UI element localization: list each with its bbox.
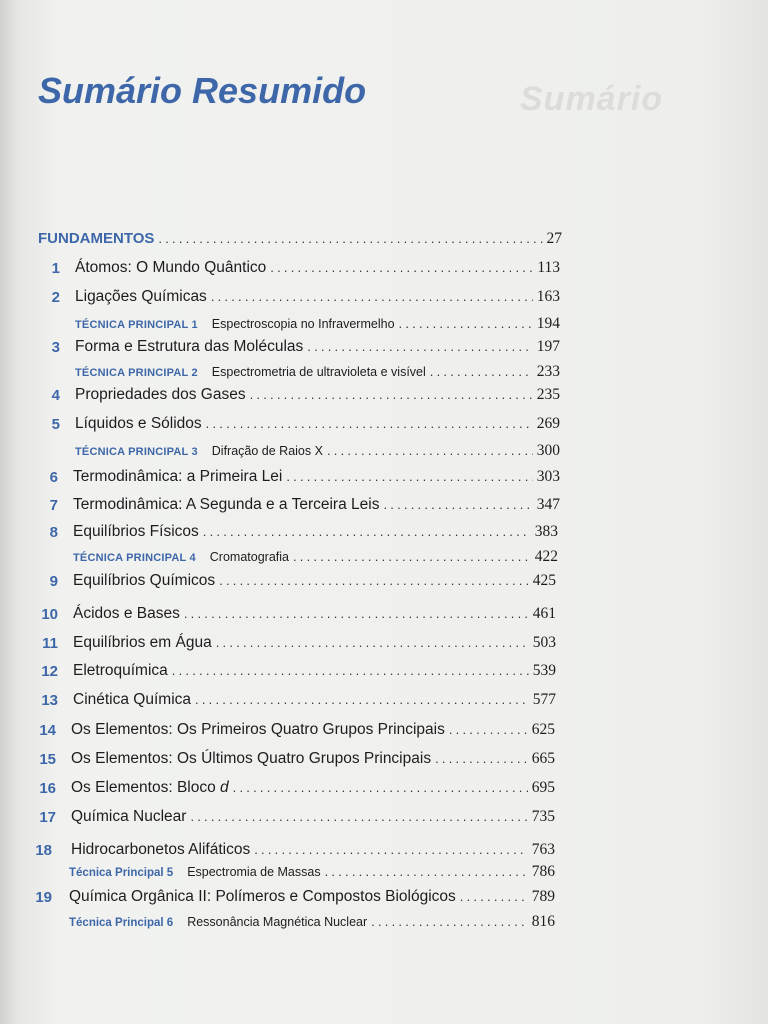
dot-leader: [435, 751, 528, 766]
dot-leader: [206, 416, 533, 431]
toc-leader-line: [73, 496, 560, 514]
technique-title: Espectrometria de ultravioleta e visível: [211, 365, 426, 379]
chapter-number: 4: [51, 387, 60, 404]
toc-leader-line: [73, 605, 556, 623]
page-number: 625: [531, 721, 555, 738]
page-number: 577: [532, 691, 556, 708]
toc-technique-row: [0, 911, 768, 935]
technique-tag: TÉCNICA PRINCIPAL 2: [75, 367, 198, 379]
technique-tag: TÉCNICA PRINCIPAL 3: [75, 446, 198, 458]
toc-leader-line: [69, 863, 555, 881]
toc-leader-line: [75, 288, 560, 306]
toc-chapter-row: [0, 286, 768, 310]
chapter-number: 15: [39, 751, 56, 768]
chapter-number: 19: [35, 889, 52, 906]
page-number: 113: [537, 259, 560, 276]
chapter-number: 14: [39, 722, 56, 739]
toc-leader-line: [73, 548, 558, 566]
toc-chapter-row: [0, 413, 768, 437]
dot-leader: [254, 842, 528, 857]
chapter-number: 3: [51, 339, 60, 356]
dot-leader: [399, 316, 533, 331]
technique-title: Cromatografia: [209, 550, 289, 564]
toc-chapter-row: [0, 521, 768, 545]
toc-chapter-row: [0, 570, 768, 594]
chapter-title: Propriedades dos Gases: [75, 386, 246, 403]
dot-leader: [270, 260, 533, 275]
dot-leader: [293, 549, 531, 564]
chapter-number: 16: [39, 780, 56, 797]
toc-technique-row: [0, 440, 768, 464]
dot-leader: [383, 497, 532, 512]
toc-leader-line: [73, 662, 556, 680]
chapter-number: 13: [41, 692, 58, 709]
chapter-title: Termodinâmica: A Segunda e a Terceira Leis: [73, 496, 380, 513]
chapter-number: 10: [41, 606, 58, 623]
page-number: 235: [536, 386, 560, 403]
toc-chapter-row: [0, 603, 768, 627]
page-number: 763: [531, 841, 555, 858]
chapter-number: 8: [49, 524, 58, 541]
chapter-title: Os Elementos: Bloco d: [71, 779, 229, 796]
chapter-title: Átomos: O Mundo Quântico: [75, 259, 267, 276]
chapter-title: Ácidos e Bases: [73, 605, 180, 622]
chapter-title: Química Orgânica II: Polímeros e Compostos Biológicos: [69, 888, 456, 905]
toc-chapter-row: [0, 632, 768, 656]
page-number: 735: [531, 808, 555, 825]
section-label: FUNDAMENTOS: [38, 230, 155, 247]
toc-leader-line: [71, 721, 555, 739]
technique-title: Espectroscopia no Infravermelho: [211, 317, 395, 331]
chapter-title: Cinética Química: [73, 691, 192, 708]
toc-technique-row: [0, 861, 768, 885]
toc-leader-line: [73, 523, 558, 541]
toc-technique-row: [0, 313, 768, 337]
toc-leader-line: [73, 691, 556, 709]
chapter-title: Hidrocarbonetos Alifáticos: [71, 841, 251, 858]
technique-tag: Técnica Principal 5: [69, 867, 174, 879]
dot-leader: [250, 387, 533, 402]
dot-leader: [184, 606, 529, 621]
toc-chapter-row: [0, 748, 768, 772]
toc-technique-row: [0, 546, 768, 570]
page-number: 233: [536, 363, 560, 380]
toc-leader-line: [71, 808, 555, 826]
dot-leader: [307, 339, 532, 354]
chapter-title: Os Elementos: Os Primeiros Quatro Grupos Principais: [71, 721, 445, 738]
chapter-title: Química Nuclear: [71, 808, 187, 825]
toc-leader-line: [73, 468, 560, 486]
toc-leader-line: [73, 572, 556, 590]
toc-leader-line: [75, 442, 560, 460]
dot-leader: [286, 469, 532, 484]
toc-leader-line: [73, 634, 556, 652]
chapter-number: 7: [49, 497, 58, 514]
dot-leader: [430, 364, 533, 379]
dot-leader: [219, 573, 529, 588]
dot-leader: [190, 809, 527, 824]
chapter-number: 17: [39, 809, 56, 826]
toc-technique-row: [0, 361, 768, 385]
chapter-title: Equilíbrios Químicos: [73, 572, 216, 589]
toc-leader-line: [75, 338, 560, 356]
chapter-title: Equilíbrios Físicos: [73, 523, 199, 540]
dot-leader: [327, 443, 533, 458]
toc-chapter-row: [0, 660, 768, 684]
dot-leader: [233, 780, 528, 795]
toc-chapter-row: [0, 257, 768, 281]
chapter-title: Ligações Químicas: [75, 288, 207, 305]
toc-chapter-row: [0, 777, 768, 801]
page-number: 27: [546, 230, 562, 247]
page-number: 269: [536, 415, 560, 432]
page-number: 300: [536, 442, 560, 459]
toc-leader-line: [75, 415, 560, 433]
toc-leader-line: [75, 315, 560, 333]
bleed-through-text: Sumário: [520, 80, 664, 118]
dot-leader: [449, 722, 528, 737]
technique-title: Difração de Raios X: [211, 444, 323, 458]
page-number: 786: [531, 863, 555, 880]
page-title: Sumário Resumido: [38, 70, 367, 111]
technique-title: Espectromia de Massas: [187, 865, 321, 879]
toc-section-fundamentos: [0, 228, 768, 252]
dot-leader: [158, 231, 542, 246]
chapter-number: 11: [42, 635, 58, 652]
page-number: 422: [534, 548, 558, 565]
toc-chapter-row: [0, 466, 768, 490]
toc-leader-line: [69, 888, 555, 906]
page-number: 789: [531, 888, 555, 905]
technique-tag: Técnica Principal 6: [69, 917, 174, 929]
dot-leader: [216, 635, 529, 650]
chapter-title: Líquidos e Sólidos: [75, 415, 202, 432]
technique-tag: TÉCNICA PRINCIPAL 4: [73, 552, 196, 564]
toc-chapter-row: [0, 384, 768, 408]
toc-leader-line: [71, 841, 555, 859]
technique-tag: TÉCNICA PRINCIPAL 1: [75, 319, 198, 331]
page-number: 194: [536, 315, 560, 332]
toc-chapter-row: [0, 689, 768, 713]
page-number: 816: [531, 913, 555, 930]
dot-leader: [203, 524, 531, 539]
page-number: 303: [536, 468, 560, 485]
chapter-number: 18: [35, 842, 52, 859]
chapter-number: 1: [51, 260, 60, 277]
dot-leader: [325, 864, 528, 879]
toc-leader-line: [71, 750, 555, 768]
chapter-title: Forma e Estrutura das Moléculas: [75, 338, 304, 355]
page-number: 163: [536, 288, 560, 305]
toc-chapter-row: [0, 806, 768, 830]
dot-leader: [371, 914, 528, 929]
page-number: 503: [532, 634, 556, 651]
dot-leader: [172, 663, 529, 678]
toc-leader-line: [75, 363, 560, 381]
dot-leader: [211, 289, 533, 304]
page-number: 383: [534, 523, 558, 540]
page-number: 539: [532, 662, 556, 679]
toc-chapter-row: [0, 494, 768, 518]
toc-leader-line: [71, 779, 555, 797]
dot-leader: [195, 692, 529, 707]
toc-leader-line: [69, 913, 555, 931]
chapter-title: Termodinâmica: a Primeira Lei: [73, 468, 283, 485]
page-number: 425: [532, 572, 556, 589]
page-number: 665: [531, 750, 555, 767]
toc-chapter-row: [0, 719, 768, 743]
dot-leader: [460, 889, 528, 904]
toc-chapter-row: [0, 336, 768, 360]
chapter-number: 12: [41, 663, 58, 680]
chapter-number: 6: [49, 469, 58, 486]
chapter-number: 9: [49, 573, 58, 590]
toc-leader-line: [75, 386, 560, 404]
italic-letter: d: [220, 779, 229, 796]
page-number: 197: [536, 338, 560, 355]
chapter-title: Eletroquímica: [73, 662, 168, 679]
page-number: 347: [536, 496, 560, 513]
toc-leader-line: [75, 259, 560, 277]
chapter-title: Equilíbrios em Água: [73, 634, 212, 651]
chapter-title: Os Elementos: Os Últimos Quatro Grupos Principais: [71, 750, 432, 767]
toc-chapter-row: [0, 839, 768, 863]
chapter-number: 5: [51, 416, 60, 433]
page-number: 461: [532, 605, 556, 622]
chapter-number: 2: [51, 289, 60, 306]
toc-chapter-row: [0, 886, 768, 910]
technique-title: Ressonância Magnética Nuclear: [187, 915, 368, 929]
page-number: 695: [531, 779, 555, 796]
